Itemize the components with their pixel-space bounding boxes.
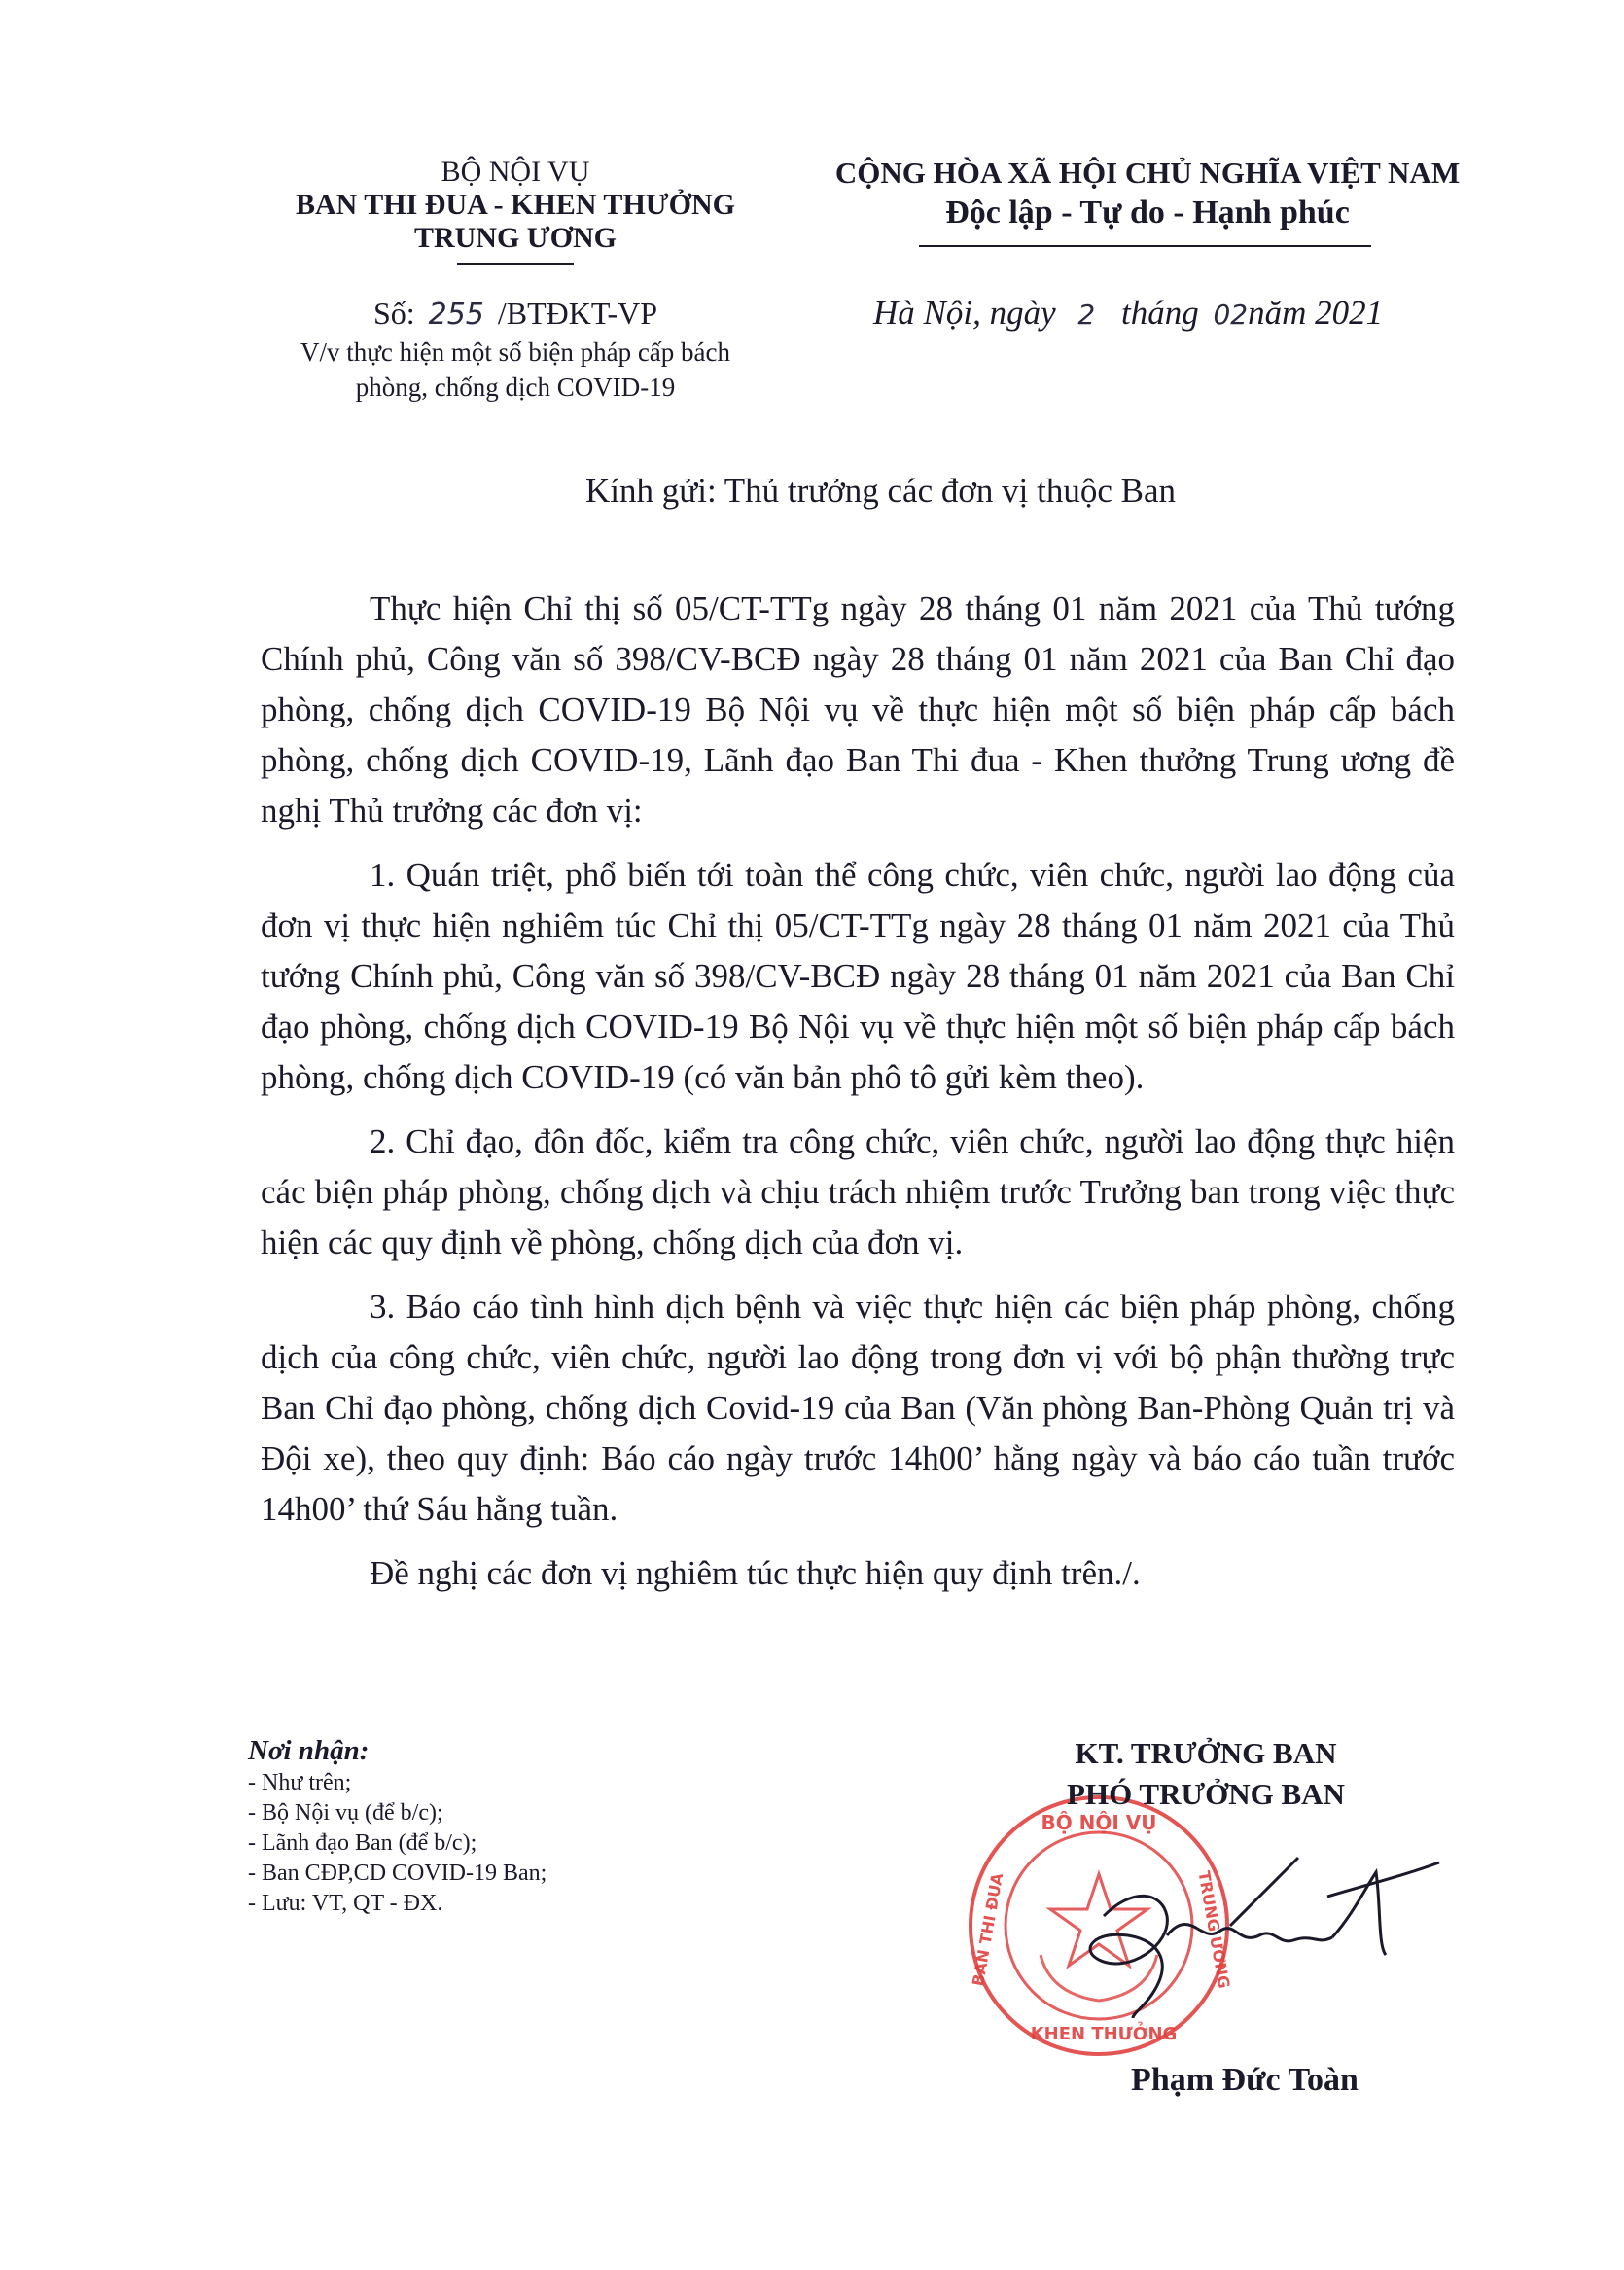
- paragraph-item-3: 3. Báo cáo tình hình dịch bệnh và việc thực hiện các biện pháp phòng, chống dịch của công chức, viên chức, người lao động trong đơn vị với bộ phận thường trực Ban Chỉ đạo phòng, chống dịch Covid-19 của Ban (Văn phòng Ban-Phòng Quản trị và Đội xe), theo quy định: Báo cáo ngày trước 14h00’ hằng ngày và báo cáo tuần trước 14h00’ thứ Sáu hằng tuần.: [261, 1288, 1455, 1528]
- agency-name-line1: BAN THI ĐUA - KHEN THƯỞNG: [295, 189, 735, 221]
- country-name: CỘNG HÒA XÃ HỘI CHỦ NGHĨA VIỆT NAM: [834, 156, 1461, 190]
- seal-text-right: TRUNG ƯƠNG: [1194, 1869, 1234, 1990]
- recipient-item: - Bộ Nội vụ (để b/c);: [248, 1800, 443, 1826]
- handwritten-signature: [1075, 1848, 1444, 2042]
- header-right-underline: [919, 245, 1371, 247]
- date-line: [873, 292, 1476, 337]
- date-prefix: Hà Nội, ngày: [873, 294, 1056, 332]
- letter-body: [261, 584, 1455, 1613]
- date-month-label: tháng: [1120, 294, 1199, 332]
- signature-title-line2: PHÓ TRƯỞNG BAN: [1067, 1777, 1345, 1811]
- header-right: [817, 156, 1478, 235]
- document-number: [243, 294, 788, 335]
- recipient-item: - Lãnh đạo Ban (để b/c);: [248, 1830, 477, 1856]
- recipient-item: - Lưu: VT, QT - ĐX.: [248, 1891, 443, 1916]
- seal-text-left: BAN THI ĐUA: [969, 1871, 1007, 1988]
- subject-line2: phòng, chống dịch COVID-19: [355, 372, 676, 402]
- date-month: 02: [1213, 299, 1249, 331]
- paragraph-closing: Đề nghị các đơn vị nghiêm túc thực hiện quy định trên./.: [370, 1554, 1141, 1592]
- paragraph-item-2: 2. Chỉ đạo, đôn đốc, kiểm tra công chức, viên chức, người lao động thực hiện các biện pháp phòng, chống dịch và chịu trách nhiệm trước Trưởng ban trong việc thực hiện các quy định về phòng, chống dịch của đơn vị.: [261, 1122, 1455, 1261]
- recipients-title: Nơi nhận:: [248, 1735, 370, 1766]
- recipient-item: - Ban CĐP,CD COVID-19 Ban;: [248, 1861, 547, 1886]
- paragraph-item-1: 1. Quán triệt, phổ biến tới toàn thể công chức, viên chức, người lao động của đơn vị thực hiện nghiêm túc Chỉ thị 05/CT-TTg ngày 28 tháng 01 năm 2021 của Thủ tướng Chính phủ, Công văn số 398/CV-BCĐ ngày 28 tháng 01 năm 2021 của Ban Chỉ đạo phòng, chống dịch COVID-19 Bộ Nội vụ về thực hiện một số biện pháp cấp bách phòng, chống dịch COVID-19 (có văn bản phô tô gửi kèm theo).: [261, 856, 1455, 1096]
- date-day: 2: [1077, 299, 1096, 331]
- paragraph-intro: Thực hiện Chỉ thị số 05/CT-TTg ngày 28 tháng 01 năm 2021 của Thủ tướng Chính phủ, Công văn số 398/CV-BCĐ ngày 28 tháng 01 năm 2021 của Ban Chỉ đạo phòng, chống dịch COVID-19 Bộ Nội vụ về thực hiện một số biện pháp cấp bách phòng, chống dịch COVID-19, Lãnh đạo Ban Thi đua - Khen thưởng Trung ương đề nghị Thủ trưởng các đơn vị:: [261, 589, 1455, 830]
- number-handwritten: 255: [428, 298, 484, 332]
- number-suffix: /BTĐKT-VP: [497, 296, 658, 331]
- header-left: [243, 156, 788, 255]
- header-left-underline: [457, 263, 574, 265]
- agency-name-line2: TRUNG ƯƠNG: [413, 222, 618, 254]
- subject-line1: V/v thực hiện một số biện pháp cấp bách: [300, 337, 731, 367]
- ministry-name: BỘ NỘI VỤ: [441, 156, 590, 188]
- signer-name: Phạm Đức Toàn: [1131, 2062, 1359, 2098]
- signature-title: [997, 1733, 1415, 1815]
- date-year: năm 2021: [1248, 294, 1384, 332]
- seal-text-top: BỘ NỘI VỤ: [1041, 1811, 1157, 1834]
- signature-title-line1: KT. TRƯỞNG BAN: [1075, 1736, 1337, 1770]
- seal-text-bottom: KHEN THƯỞNG: [1030, 2024, 1178, 2044]
- recipient-item: - Như trên;: [248, 1770, 352, 1795]
- number-prefix: Số:: [372, 296, 415, 331]
- national-motto: Độc lập - Tự do - Hạnh phúc: [945, 195, 1350, 231]
- subject-line: [243, 335, 788, 405]
- addressee: Kính gửi: Thủ trưởng các đơn vị thuộc Ban: [585, 472, 1176, 510]
- recipients-block: [248, 1733, 793, 1919]
